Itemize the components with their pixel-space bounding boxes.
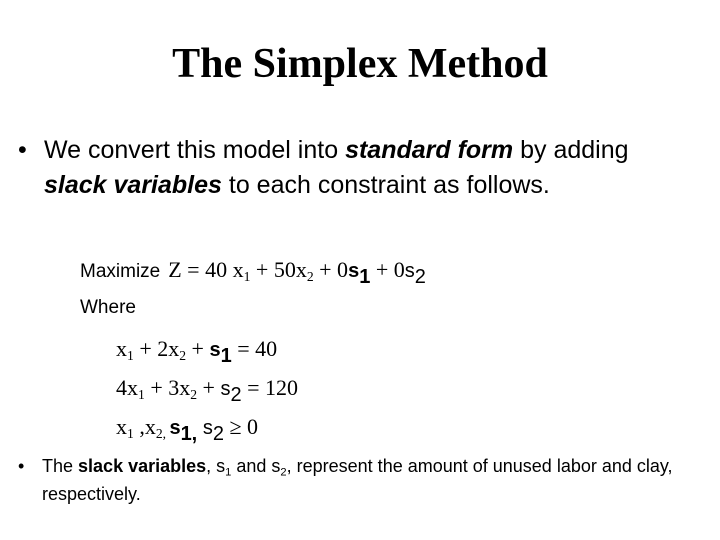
bullet-marker: •	[18, 136, 27, 164]
subscript: 2	[190, 387, 198, 403]
bullet-text-part: and s	[231, 456, 281, 476]
where-label: Where	[80, 297, 136, 318]
subscript: 2	[179, 348, 187, 364]
subscript: 1	[359, 266, 371, 288]
constraint-2	[116, 375, 299, 406]
bullet-text	[44, 133, 674, 203]
eq-rhs: = 120	[241, 375, 299, 400]
objective-function	[80, 257, 426, 288]
slack-var: s	[202, 417, 213, 439]
slide-title: The Simplex Method	[172, 41, 548, 87]
bullet-text-part: to each constraint as follows.	[221, 171, 550, 199]
slack-var: s	[169, 417, 181, 439]
emphasis-slack-variables: slack variables	[44, 171, 222, 199]
subscript: 1	[225, 466, 232, 479]
slack-var: s	[404, 260, 415, 282]
objective-term: + 0	[313, 257, 349, 282]
subscript: 1	[127, 426, 134, 442]
subscript: 1	[220, 345, 232, 367]
non-negativity-constraint	[116, 414, 259, 445]
bullet-marker: •	[18, 456, 25, 476]
eq-term: 4x	[116, 375, 138, 400]
eq-term: x	[116, 414, 127, 439]
subscript: 1	[138, 387, 145, 403]
objective-term: + 0	[370, 257, 405, 282]
slack-var: s	[220, 378, 231, 400]
emphasis-standard-form: standard form	[345, 136, 514, 164]
eq-term: ,x	[133, 414, 156, 439]
subscript: 2	[212, 423, 224, 445]
eq-term: + 3x	[144, 375, 191, 400]
bullet-text-part: We convert this model into	[44, 136, 346, 164]
subscript: 1	[127, 348, 134, 364]
eq-term: x	[116, 336, 127, 361]
eq-rhs: = 40	[231, 336, 278, 361]
constraint-1	[116, 336, 278, 367]
eq-term: +	[197, 375, 221, 400]
slack-var: s	[209, 339, 221, 361]
slack-var: s	[348, 260, 360, 282]
bullet-text-part: by adding	[513, 136, 629, 164]
eq-rhs: ≥ 0	[223, 414, 259, 439]
subscript: 2	[280, 466, 287, 479]
subscript: 2	[230, 384, 242, 406]
subscript: 2,	[155, 426, 170, 442]
objective-term: Z = 40 x	[168, 257, 244, 282]
bullet-text	[42, 452, 692, 508]
eq-term: +	[186, 336, 210, 361]
bullet-text-part: , represent the amount of unused labor and clay, respectively.	[42, 456, 673, 504]
subscript: 1	[243, 269, 251, 285]
subscript: 1,	[180, 423, 203, 445]
bullet-text-part: The	[42, 456, 79, 476]
objective-term: + 50x	[250, 257, 307, 282]
eq-term: + 2x	[133, 336, 180, 361]
subscript: 2	[414, 266, 426, 288]
bullet-text-part: , s	[206, 456, 226, 476]
bold-slack-variables: slack variables	[78, 456, 207, 476]
maximize-label: Maximize	[80, 261, 161, 282]
subscript: 2	[306, 269, 314, 285]
